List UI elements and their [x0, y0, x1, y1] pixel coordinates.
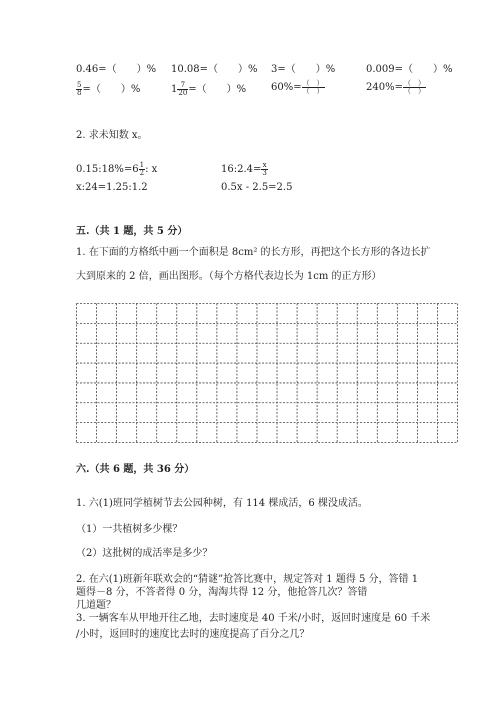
- exercise-7: 60%= $\frac{( )}{( )}$: [271, 79, 324, 95]
- fraction: $\frac{( )}{( )}$: [302, 79, 324, 95]
- equation-2: 16:2.4= $\frac{x}{3}$: [221, 161, 267, 177]
- equation-4: 0.5x - 2.5=2.5: [221, 182, 293, 193]
- section-6-title: 六.（共 6 题，共 36 分）: [76, 464, 195, 475]
- fraction: $\frac{5}{8}$: [77, 81, 82, 97]
- exercise-8: 240%= $\frac{( )}{( )}$: [366, 79, 425, 95]
- exercise-2: 10.08=（ ）%: [171, 64, 258, 75]
- exercise-3: 3=（ ）%: [271, 64, 336, 75]
- section-5-question-line-2: 大到原来的 2 倍，画出图形。（每个方格代表边长为 1cm 的正方形）: [76, 271, 382, 282]
- question-6-1: 1. 六(1)班同学植树节去公园种树，有 114 棵成活，6 棵没成活。: [76, 498, 368, 509]
- fraction: $\frac{( )}{( )}$: [403, 79, 425, 95]
- section-5-question-line-1: 1. 在下面的方格纸中画一个面积是 8cm² 的长方形，再把这个长方形的各边长扩: [76, 247, 431, 258]
- equation-3: x:24=1.25:1.2: [76, 182, 148, 193]
- question-2-title: 2. 求未知数 x。: [76, 130, 148, 141]
- question-6-2-line-2: 题得－8 分，不答者得 0 分，淘淘共得 12 分，他抢答几次？答错: [76, 587, 368, 598]
- question-6-1-part-1: （1）一共植树多少棵？: [76, 524, 183, 535]
- question-6-3-line-2: /小时，返回时的速度比去时的速度提高了百分之几？: [76, 629, 310, 640]
- grid-svg: [76, 303, 458, 443]
- question-6-2-line-3: 几道题？: [76, 600, 116, 611]
- question-6-2-line-1: 2. 在六(1)班新年联欢会的“猜谜”抢答比赛中，规定答对 1 题得 5 分，答错 1: [76, 574, 419, 585]
- question-6-3-line-1: 3. 一辆客车从甲地开往乙地，去时速度是 40 千米/小时，返回时速度是 60 千米: [76, 613, 431, 624]
- exercise-4: 0.009=（ ）%: [366, 64, 453, 75]
- fraction: $\frac{1}{2}$: [139, 161, 145, 177]
- square-grid-paper[interactable]: [76, 303, 458, 443]
- exercise-5: $\frac{5}{8}$ =（ ）%: [77, 81, 141, 97]
- exercise-6: 1 $\frac{7}{20}$ =（ ）%: [171, 81, 247, 97]
- exercise-1: 0.46=（ ）%: [76, 64, 157, 75]
- section-5-title: 五.（共 1 题，共 5 分）: [76, 226, 188, 237]
- fraction: $\frac{7}{20}$: [178, 81, 188, 97]
- equation-1: 0.15:18%=6 $\frac{1}{2}$ : x: [76, 161, 158, 177]
- question-6-1-part-2: （2）这批树的成活率是多少？: [76, 548, 213, 559]
- fraction: $\frac{x}{3}$: [262, 161, 267, 177]
